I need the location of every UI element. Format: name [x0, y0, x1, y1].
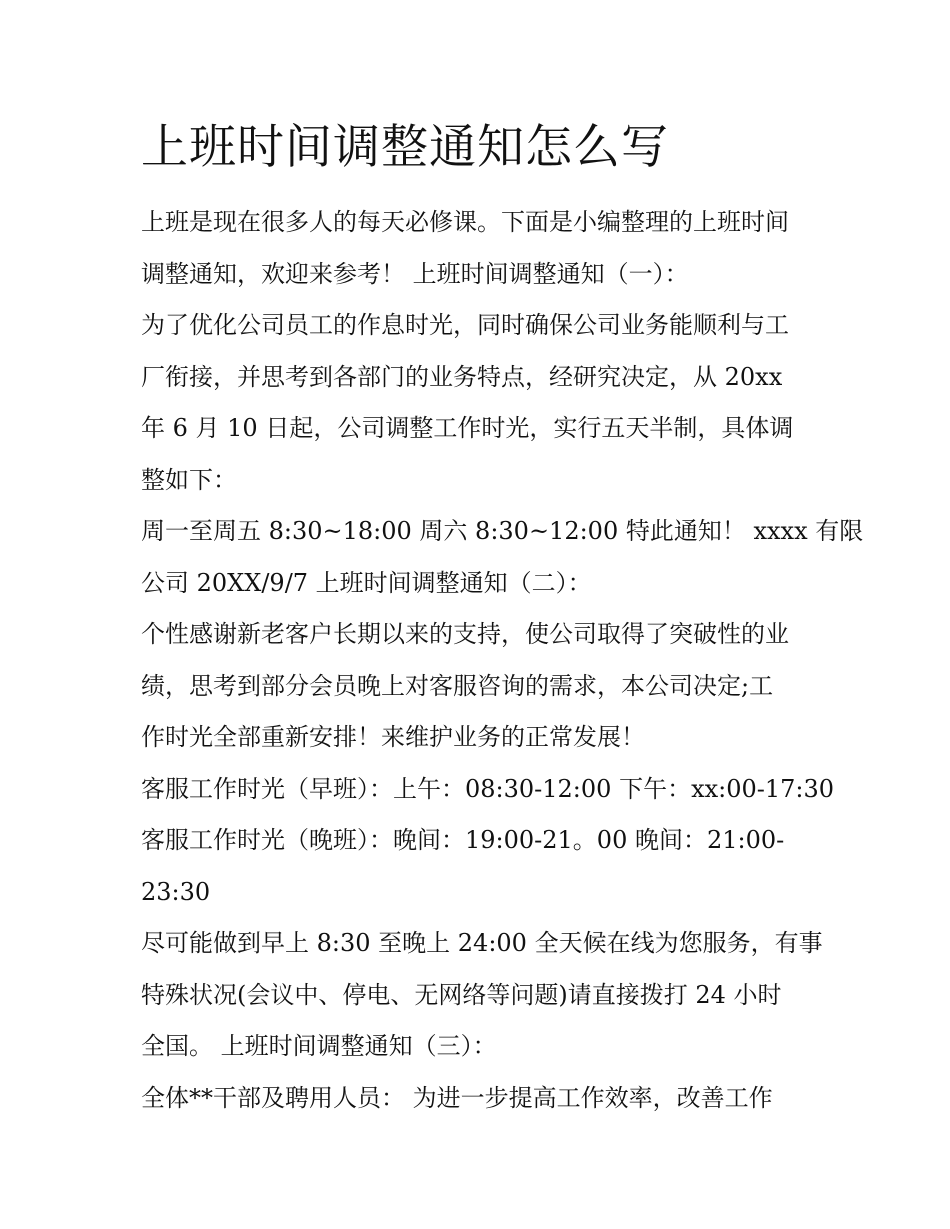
document-title: 上班时间调整通知怎么写 — [141, 120, 669, 175]
text-line: 厂衔接，并思考到各部门的业务特点，经研究决定，从 20xx — [141, 362, 783, 391]
text-line: 周一至周五 8:30~18:00 周六 8:30~12:00 特此通知！ xxxx 有限 — [141, 517, 864, 545]
text-line: 作时光全部重新安排！来维护业务的正常发展！ — [141, 723, 645, 751]
text-line: 全体**干部及聘用人员： 为进一步提高工作效率，改善工作 — [141, 1083, 773, 1112]
text-line: 绩，思考到部分会员晚上对客服咨询的需求，本公司决定;工 — [141, 671, 774, 700]
text-line: 23:30 — [141, 877, 211, 906]
text-line: 个性感谢新老客户长期以来的支持，使公司取得了突破性的业 — [141, 620, 789, 648]
text-line: 上班是现在很多人的每天必修课。下面是小编整理的上班时间 — [141, 208, 789, 236]
text-line: 整如下： — [141, 465, 237, 494]
text-line: 调整通知，欢迎来参考！ 上班时间调整通知（一）： — [141, 259, 689, 288]
text-line: 客服工作时光（晚班）：晚间：19:00-21。00 晚间：21:00- — [141, 826, 785, 854]
text-line: 为了优化公司员工的作息时光，同时确保公司业务能顺利与工 — [141, 311, 789, 339]
text-line: 全国。 上班时间调整通知（三）： — [141, 1032, 497, 1060]
text-line: 年 6 月 10 日起，公司调整工作时光，实行五天半制，具体调 — [141, 414, 794, 442]
text-line: 客服工作时光（早班）：上午：08:30-12:00 下午：xx:00-17:30 — [141, 774, 835, 803]
document-body — [141, 197, 864, 1124]
text-line: 公司 20XX/9/7 上班时间调整通知（二）： — [141, 568, 592, 597]
text-line: 特殊状况(会议中、停电、无网络等问题)请直接拨打 24 小时 — [141, 980, 782, 1009]
text-line: 尽可能做到早上 8:30 至晚上 24:00 全天候在线为您服务，有事 — [141, 929, 823, 957]
